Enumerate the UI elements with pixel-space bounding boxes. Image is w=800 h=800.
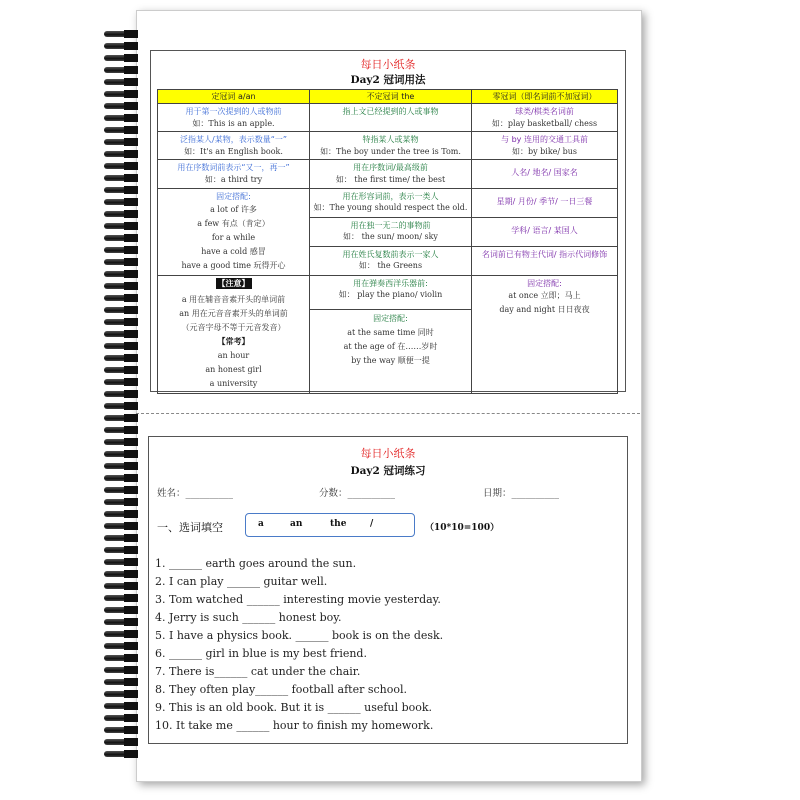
example-text: 如：This is an apple. bbox=[192, 118, 275, 128]
spiral-ring bbox=[104, 450, 140, 458]
question-item: 9. This is an old book. But it is ______ useful book. bbox=[155, 701, 433, 714]
rule-text: 学科/ 语言/ 某国人 bbox=[511, 225, 578, 235]
spiral-ring bbox=[104, 378, 140, 386]
spiral-ring bbox=[104, 390, 140, 398]
spiral-ring bbox=[104, 138, 140, 146]
spiral-ring bbox=[104, 102, 140, 110]
spiral-ring bbox=[104, 678, 140, 686]
spiral-ring bbox=[104, 54, 140, 62]
spiral-ring bbox=[104, 726, 140, 734]
question-item: 5. I have a physics book. ______ book is on the desk. bbox=[155, 629, 444, 642]
article-exercise-card bbox=[148, 436, 628, 744]
header-definite: 不定冠词 the bbox=[310, 90, 472, 104]
spiral-ring bbox=[104, 666, 140, 674]
spiral-ring bbox=[104, 222, 140, 230]
note-line: a 用在辅音音素开头的单词前 bbox=[181, 294, 286, 304]
rule-text: 用于第一次提到的人或物前 bbox=[185, 107, 282, 116]
card-subtitle: Day2 冠词用法 bbox=[350, 74, 426, 86]
rule-text: 与 by 连用的交通工具前 bbox=[501, 135, 588, 144]
spiral-ring bbox=[104, 330, 140, 338]
spiral-ring bbox=[104, 270, 140, 278]
fixed-phrase: at once 立即；马上 bbox=[508, 291, 581, 300]
spiral-ring bbox=[104, 402, 140, 410]
spiral-ring bbox=[104, 486, 140, 494]
spiral-ring bbox=[104, 654, 140, 662]
rule-text: 用在形容词前，表示一类人 bbox=[342, 191, 439, 201]
word-option: / bbox=[370, 519, 374, 529]
spiral-ring bbox=[104, 546, 140, 554]
common-test-label: 【常考】 bbox=[217, 336, 250, 346]
spiral-ring bbox=[104, 306, 140, 314]
spiral-ring bbox=[104, 78, 140, 86]
spiral-ring bbox=[104, 462, 140, 470]
spiral-ring bbox=[104, 198, 140, 206]
rule-text: 用在独一无二的事物前 bbox=[350, 220, 431, 230]
rule-text: 指上文已经提到的人或事物 bbox=[342, 107, 439, 116]
question-item: 4. Jerry is such ______ honest boy. bbox=[155, 611, 342, 624]
spiral-ring bbox=[104, 414, 140, 422]
spiral-ring bbox=[104, 558, 140, 566]
fixed-phrase: a few 有点（肯定） bbox=[197, 218, 270, 228]
spiral-ring bbox=[104, 738, 140, 746]
spiral-ring bbox=[104, 30, 140, 38]
fixed-phrase: at the age of 在……岁时 bbox=[343, 341, 438, 351]
example-text: 如：a third try bbox=[204, 174, 263, 184]
fixed-phrase: a lot of 许多 bbox=[210, 204, 257, 214]
note-label: 【注意】 bbox=[217, 278, 250, 288]
question-item: 7. There is______ cat under the chair. bbox=[155, 665, 361, 678]
spiral-ring bbox=[104, 606, 140, 614]
spiral-ring bbox=[104, 366, 140, 374]
example-text: 如：by bike/ bus bbox=[511, 146, 578, 156]
question-item: 10. It take me ______ hour to finish my homework. bbox=[155, 719, 434, 732]
spiral-binding bbox=[104, 30, 144, 765]
example-text: 如：The boy under the tree is Tom. bbox=[320, 146, 461, 156]
article-usage-table bbox=[157, 89, 618, 394]
spiral-ring bbox=[104, 510, 140, 518]
fixed-phrase: for a while bbox=[211, 232, 256, 242]
spiral-ring bbox=[104, 426, 140, 434]
spiral-ring bbox=[104, 354, 140, 362]
spiral-ring bbox=[104, 618, 140, 626]
fixed-phrases-label: 固定搭配: bbox=[216, 192, 251, 201]
spiral-ring bbox=[104, 702, 140, 710]
note-line: （元音字母不等于元音发音） bbox=[181, 322, 286, 332]
fixed-phrase: by the way 顺便一提 bbox=[351, 355, 430, 365]
spiral-ring bbox=[104, 210, 140, 218]
question-item: 6. ______ girl in blue is my best friend. bbox=[155, 647, 367, 660]
spiral-ring bbox=[104, 126, 140, 134]
spiral-ring bbox=[104, 42, 140, 50]
rule-text: 名词前已有物主代词/ 指示代词修饰 bbox=[481, 249, 608, 259]
spiral-ring bbox=[104, 750, 140, 758]
spiral-ring bbox=[104, 294, 140, 302]
spiral-ring bbox=[104, 234, 140, 242]
card-subtitle: Day2 冠词练习 bbox=[350, 465, 426, 477]
spiral-ring bbox=[104, 258, 140, 266]
question-item: 8. They often play______ football after school. bbox=[155, 683, 408, 696]
spiral-ring bbox=[104, 582, 140, 590]
rule-text: 人名/ 地名/ 国家名 bbox=[511, 168, 578, 177]
spiral-ring bbox=[104, 570, 140, 578]
rule-text: 用在姓氏复数前表示一家人 bbox=[342, 249, 439, 259]
card-title: 每日小纸条 bbox=[360, 58, 416, 71]
question-list bbox=[155, 555, 443, 735]
spiral-ring bbox=[104, 690, 140, 698]
question-item: 1. ______ earth goes around the sun. bbox=[155, 557, 357, 570]
rule-text: 泛指某人/某物，表示数量“一” bbox=[180, 135, 287, 144]
spiral-ring bbox=[104, 630, 140, 638]
common-test-item: an hour bbox=[217, 350, 250, 360]
rule-text: 用在弹奏西洋乐器前: bbox=[353, 278, 428, 288]
common-test-item: a university bbox=[209, 378, 258, 388]
common-test-item: an honest girl bbox=[205, 364, 262, 374]
example-text: 如： play the piano/ violin bbox=[338, 290, 443, 299]
spiral-ring bbox=[104, 498, 140, 506]
spiral-ring bbox=[104, 162, 140, 170]
spiral-ring bbox=[104, 642, 140, 650]
spiral-ring bbox=[104, 90, 140, 98]
header-zero-article: 零冠词（即名词前不加冠词） bbox=[472, 90, 618, 104]
rule-text: 星期/ 月份/ 季节/ 一日三餐 bbox=[496, 196, 593, 206]
score-field[interactable]: 分数：__________ bbox=[319, 488, 396, 499]
card-title: 每日小纸条 bbox=[360, 447, 416, 460]
word-bank bbox=[245, 513, 415, 537]
example-text: 如：The young should respect the old. bbox=[313, 203, 468, 213]
question-item: 3. Tom watched ______ interesting movie yesterday. bbox=[155, 593, 441, 606]
spiral-ring bbox=[104, 594, 140, 602]
rule-text: 用在序数词/最高级前 bbox=[353, 163, 428, 172]
spiral-ring bbox=[104, 714, 140, 722]
example-text: 如：It's an English book. bbox=[184, 146, 283, 156]
spiral-ring bbox=[104, 150, 140, 158]
spiral-ring bbox=[104, 474, 140, 482]
example-text: 如： the Greens bbox=[358, 261, 423, 271]
spiral-ring bbox=[104, 186, 140, 194]
rule-text: 特指某人或某物 bbox=[362, 135, 419, 144]
spiral-ring bbox=[104, 534, 140, 542]
rule-text: 球类/棋类名词前 bbox=[515, 107, 574, 116]
example-text: 如： the sun/ moon/ sky bbox=[343, 232, 438, 242]
article-usage-card bbox=[150, 50, 626, 392]
fixed-phrases-label: 固定搭配: bbox=[527, 278, 562, 288]
spiral-ring bbox=[104, 522, 140, 530]
spiral-ring bbox=[104, 174, 140, 182]
word-option: a bbox=[258, 519, 264, 529]
spiral-ring bbox=[104, 66, 140, 74]
date-field[interactable]: 日期：__________ bbox=[483, 488, 560, 499]
fixed-phrase: at the same time 同时 bbox=[347, 327, 434, 337]
spiral-ring bbox=[104, 246, 140, 254]
name-field[interactable]: 姓名：__________ bbox=[157, 488, 234, 499]
word-option: an bbox=[290, 519, 303, 529]
fixed-phrase: have a cold 感冒 bbox=[201, 246, 266, 256]
spiral-ring bbox=[104, 342, 140, 350]
section-title: 一、选词填空 bbox=[157, 521, 223, 534]
cut-line bbox=[136, 413, 640, 414]
question-item: 2. I can play ______ guitar well. bbox=[155, 575, 328, 588]
header-indefinite: 定冠词 a/an bbox=[158, 90, 310, 104]
fixed-phrase: day and night 日日夜夜 bbox=[499, 305, 590, 314]
points-label: （10*10=100） bbox=[425, 523, 500, 533]
word-option: the bbox=[330, 519, 347, 529]
spiral-ring bbox=[104, 282, 140, 290]
spiral-ring bbox=[104, 114, 140, 122]
example-text: 如： the first time/ the best bbox=[335, 174, 446, 184]
rule-text: 用在序数词前表示“又一，再一” bbox=[177, 163, 290, 172]
example-text: 如：play basketball/ chess bbox=[491, 118, 598, 128]
fixed-phrase: have a good time 玩得开心 bbox=[181, 260, 286, 270]
note-line: an 用在元音音素开头的单词前 bbox=[179, 308, 288, 318]
fixed-phrases-label: 固定搭配: bbox=[373, 313, 408, 323]
spiral-ring bbox=[104, 438, 140, 446]
spiral-ring bbox=[104, 318, 140, 326]
